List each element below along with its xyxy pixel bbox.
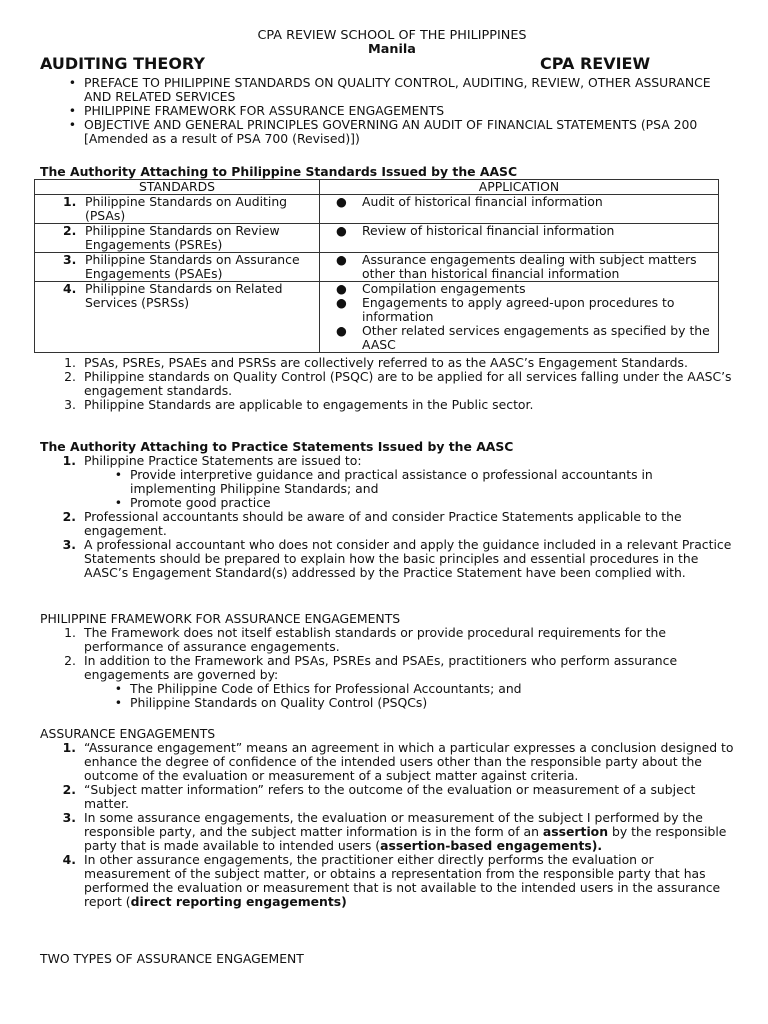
standards-table (34, 179, 719, 353)
list-item: • PHILIPPINE FRAMEWORK FOR ASSURANCE ENGAGEMENTS (40, 104, 740, 118)
notes-list (40, 356, 740, 412)
list-item: 1. “Assurance engagement” means an agreement in which a particular expresses a conclusion designed to enhance the degree of confidence of the intended users other than the responsible party about the outcome of the evaluation or measurement of a subject matter against criteria. (62, 740, 734, 783)
section-title: The Authority Attaching to Philippine Standards Issued by the AASC (40, 164, 518, 179)
bullet-icon: ● (336, 295, 347, 310)
application-item: Other related services engagements as specified by the AASC (362, 323, 710, 352)
section-title: TWO TYPES OF ASSURANCE ENGAGEMENT (40, 951, 304, 966)
list-item: • Promote good practice (40, 496, 740, 510)
section-title: ASSURANCE ENGAGEMENTS (40, 726, 216, 741)
standard-name: Philippine Standards on Assurance Engagements (PSAEs) (85, 252, 300, 281)
list-item: 2. Philippine standards on Quality Control (PSQC) are to be applied for all services falling under the AASC’s engagement standards. (64, 369, 732, 398)
application-item: Audit of historical financial information (362, 194, 603, 209)
list-item: 2. “Subject matter information” refers to the outcome of the evaluation or measurement of a subject matter. (62, 782, 696, 811)
list-item: 1. PSAs, PSREs, PSAEs and PSRSs are collectively referred to as the AASC’s Engagement Standards. (64, 355, 688, 370)
bullet-icon: • (114, 681, 122, 696)
list-item: • Provide interpretive guidance and practical assistance o professional accountants in implementing Philippine Standards; and (40, 468, 740, 496)
bullet-icon: ● (336, 323, 347, 338)
list-item: • OBJECTIVE AND GENERAL PRINCIPLES GOVERNING AN AUDIT OF FINANCIAL STATEMENTS (PSA 200 [Amended as a result of PSA 700 (Revised)]) (40, 118, 740, 146)
standard-name: Philippine Standards on Auditing (PSAs) (85, 194, 288, 223)
application-item: Review of historical financial information (362, 223, 615, 238)
list-item: 3. Philippine Standards are applicable to engagements in the Public sector. (64, 397, 534, 412)
practice-statements-list (40, 454, 740, 580)
table-row: 4. Philippine Standards on Related Services (PSRSs) ● Compilation engagements ● Engagements to apply agreed-upon procedures to information ● Other related services engagements as specified by the AASC (35, 282, 719, 353)
course-title: CPA REVIEW (540, 54, 651, 73)
list-item: 1. Philippine Practice Statements are issued to: (62, 453, 362, 468)
application-item: Engagements to apply agreed-upon procedures to information (362, 295, 675, 324)
section-title: PHILIPPINE FRAMEWORK FOR ASSURANCE ENGAGEMENTS (40, 611, 401, 626)
section-title: The Authority Attaching to Practice Statements Issued by the AASC (40, 439, 514, 454)
bullet-icon: ● (336, 281, 347, 296)
column-header-application: APPLICATION (320, 180, 719, 195)
standard-name: Philippine Standards on Related Services (PSRSs) (85, 281, 283, 310)
city-name: Manila (368, 42, 416, 57)
bullet-icon: • (114, 495, 122, 510)
bullet-icon: • (114, 467, 122, 482)
bullet-icon: • (68, 75, 76, 90)
table-header-row (35, 180, 719, 195)
topics-list (40, 76, 740, 146)
list-item: 3. In some assurance engagements, the evaluation or measurement of the subject I performed by the responsible party, and the subject matter information is in the form of an assertion by the responsible party that is made available to intended users (assertion-based engagements). (62, 810, 727, 853)
list-item: 2. In addition to the Framework and PSAs, PSREs and PSAEs, practitioners who perform assurance engagements are governed by: (64, 653, 678, 682)
list-item: 3. A professional accountant who does not consider and apply the guidance included in a relevant Practice Statements should be prepared to explain how the basic principles and essential procedures in the AASC’s Engagement Standard(s) addressed by the Practice Statement have been complied with. (62, 537, 732, 580)
framework-list (40, 626, 740, 710)
bullet-icon: • (68, 103, 76, 118)
table-row: 3. Philippine Standards on Assurance Engagements (PSAEs) ● Assurance engagements dealing with subject matters other than historical financial information (35, 253, 719, 282)
list-item: • Philippine Standards on Quality Control (PSQCs) (40, 696, 740, 710)
subject-title: AUDITING THEORY (40, 54, 205, 73)
list-item: • PREFACE TO PHILIPPINE STANDARDS ON QUALITY CONTROL, AUDITING, REVIEW, OTHER ASSURANCE AND RELATED SERVICES (40, 76, 740, 104)
bullet-icon: ● (336, 194, 347, 209)
column-header-standards: STANDARDS (35, 180, 320, 195)
list-item: 1. The Framework does not itself establish standards or provide procedural requirements for the performance of assurance engagements. (64, 625, 666, 654)
bullet-icon: ● (336, 252, 347, 267)
list-item: 4. In other assurance engagements, the practitioner either directly performs the evaluation or measurement of the subject matter, or obtains a representation from the responsible party that has performed the evaluation or measurement that is not available to the intended users in the assurance report (direct reporting engagements) (62, 852, 721, 909)
bullet-icon: • (68, 117, 76, 132)
bullet-icon: • (114, 695, 122, 710)
school-name: CPA REVIEW SCHOOL OF THE PHILIPPINES (257, 28, 527, 43)
standard-name: Philippine Standards on Review Engagements (PSREs) (85, 223, 280, 252)
assurance-engagements-list (40, 741, 740, 909)
table-row: 1. Philippine Standards on Auditing (PSAs) ● Audit of historical financial information (35, 195, 719, 224)
list-item: 2. Professional accountants should be aware of and consider Practice Statements applicable to the engagement. (62, 509, 682, 538)
application-item: Assurance engagements dealing with subject matters other than historical financial information (362, 252, 697, 281)
bullet-icon: ● (336, 223, 347, 238)
application-item: Compilation engagements (362, 281, 526, 296)
list-item: • The Philippine Code of Ethics for Professional Accountants; and (40, 682, 740, 696)
table-row: 2. Philippine Standards on Review Engagements (PSREs) ● Review of historical financial information (35, 224, 719, 253)
